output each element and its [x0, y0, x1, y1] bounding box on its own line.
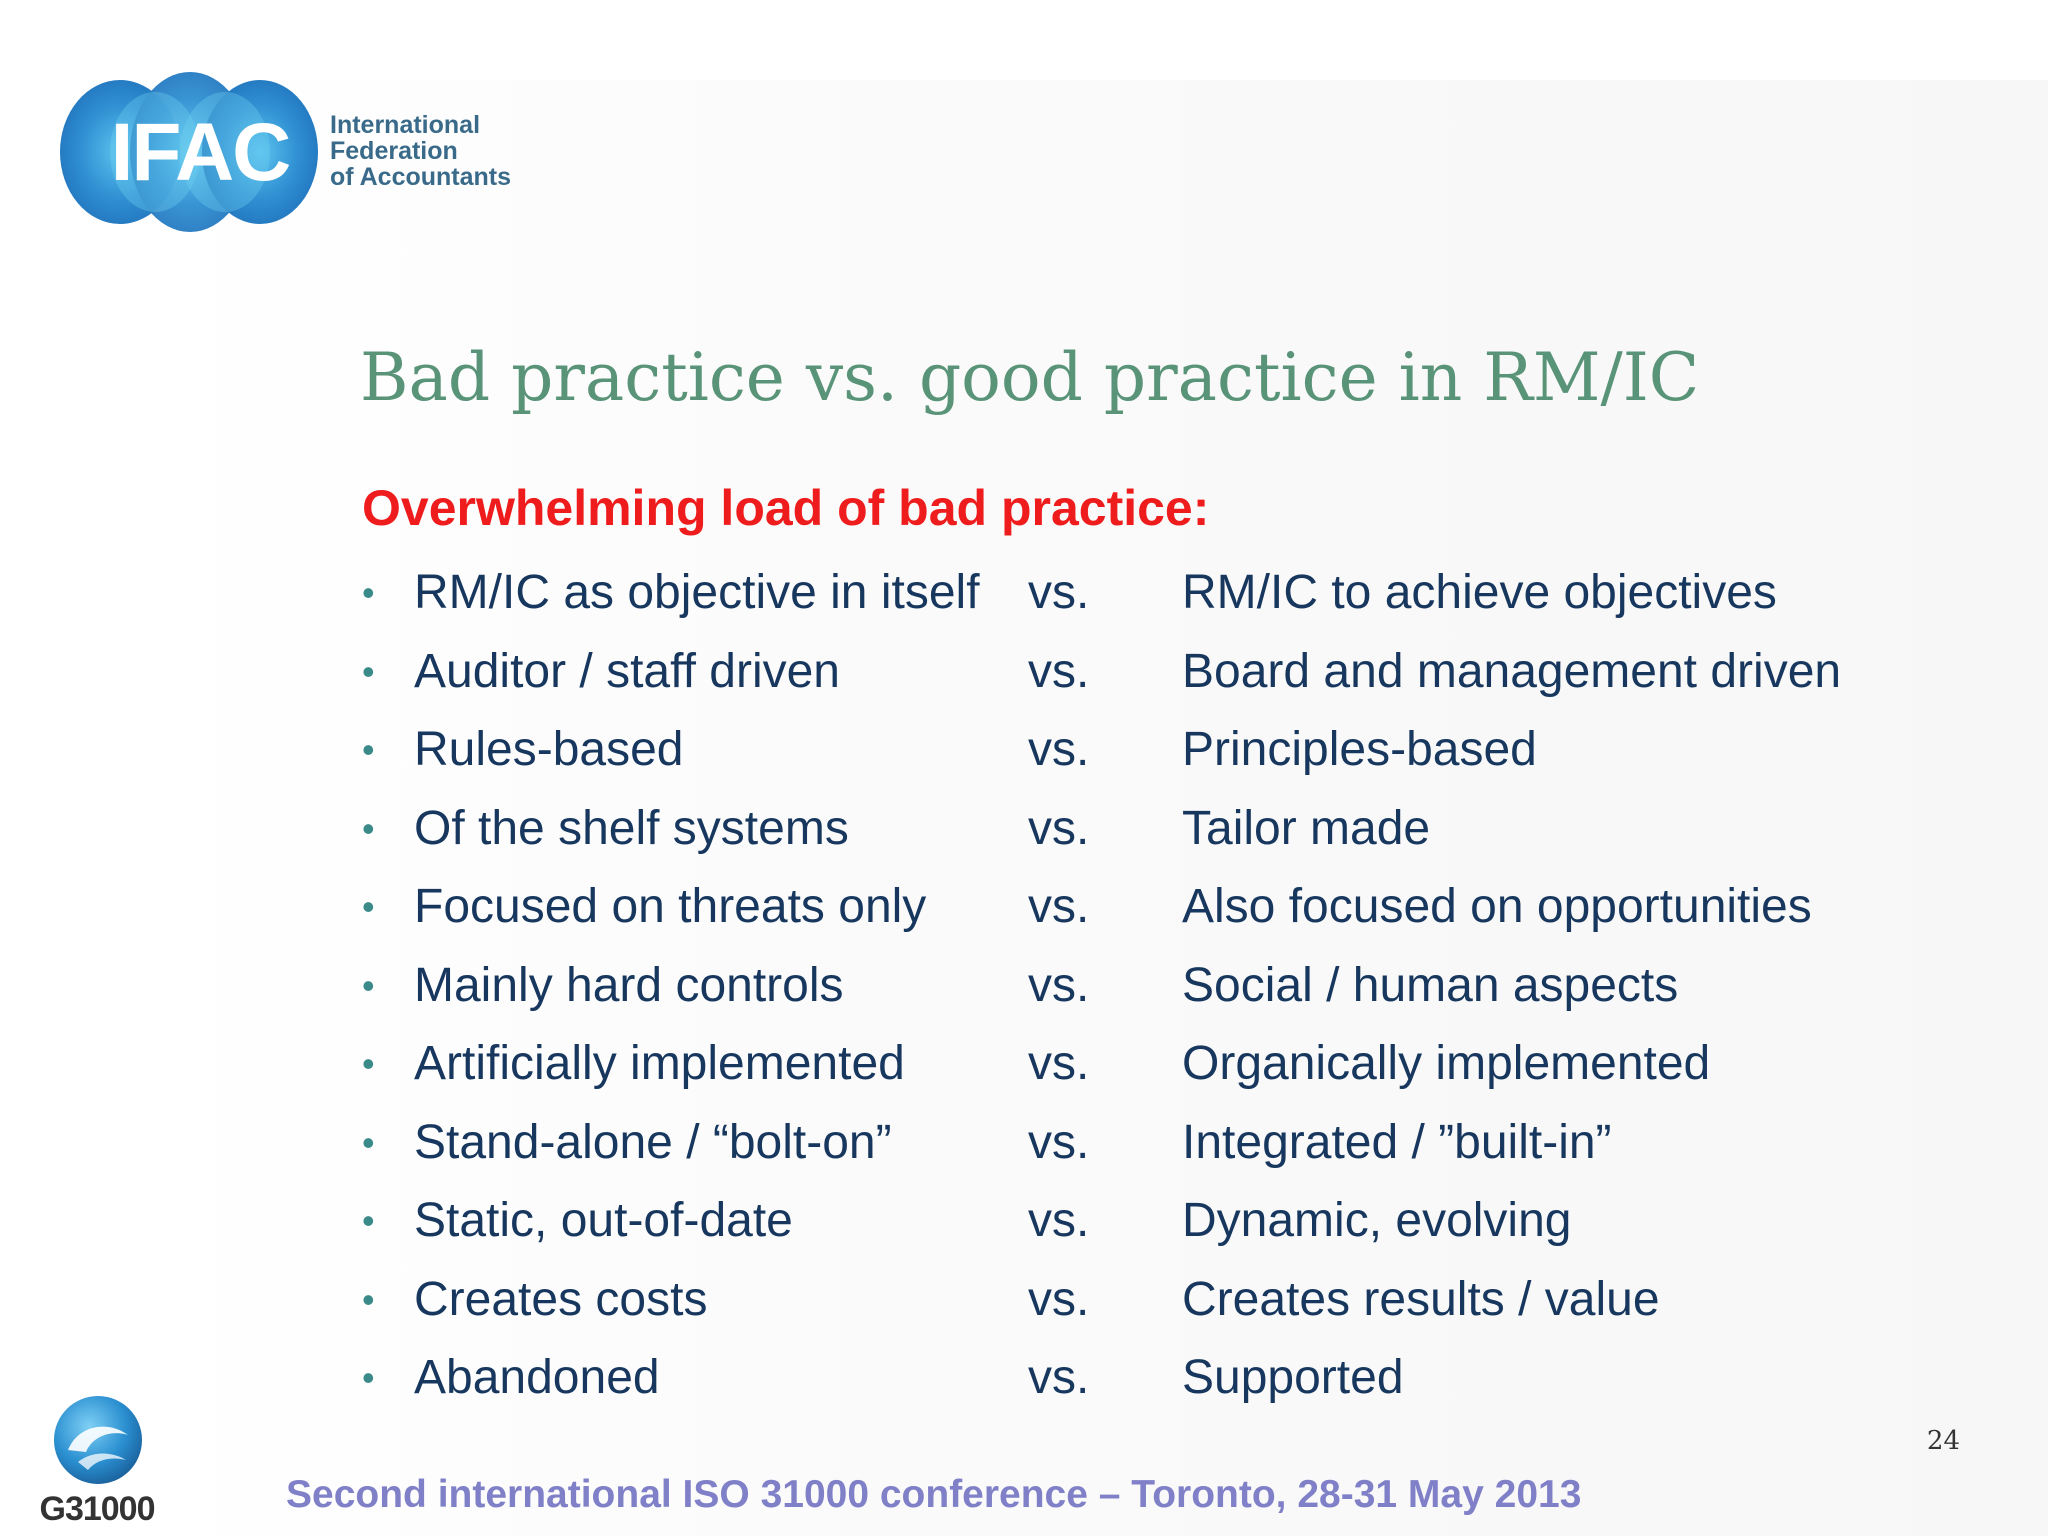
- bullet-icon: •: [362, 650, 375, 692]
- good-practice: Tailor made: [1182, 801, 1431, 855]
- bullet-icon: •: [362, 1200, 375, 1241]
- good-practice: Supported: [1182, 1351, 1404, 1404]
- g31000-label: G31000: [39, 1490, 155, 1528]
- vs-label: vs.: [1028, 1115, 1090, 1169]
- bullet-icon: •: [362, 1357, 375, 1398]
- comparison-list: [362, 560, 1982, 1424]
- bad-practice: Static, out-of-date: [414, 1194, 793, 1247]
- footer-text: Second international ISO 31000 conference – Toronto, 28-31 May 2013: [286, 1473, 1582, 1516]
- good-practice: Also focused on opportunities: [1182, 880, 1812, 933]
- good-practice: Organically implemented: [1182, 1037, 1711, 1090]
- slide-title: Bad practice vs. good practice in RM/IC: [360, 339, 1700, 416]
- vs-label: vs.: [1028, 644, 1090, 698]
- comparison-row: [362, 1110, 1982, 1189]
- ifac-wordmark-line: Federation: [330, 137, 458, 165]
- good-practice: RM/IC to achieve objectives: [1182, 566, 1777, 619]
- bullet-icon: •: [362, 1043, 375, 1084]
- bad-practice: RM/IC as objective in itself: [414, 566, 980, 619]
- good-practice: Integrated / ”built-in”: [1182, 1115, 1612, 1169]
- vs-label: vs.: [1028, 958, 1090, 1012]
- bad-practice: Abandoned: [414, 1351, 660, 1404]
- page-number: 24: [1926, 1426, 1960, 1456]
- ifac-acronym: IFAC: [110, 107, 290, 198]
- bad-practice: Auditor / staff driven: [414, 644, 840, 698]
- vs-label: vs.: [1028, 566, 1090, 619]
- ifac-logo: [60, 70, 530, 235]
- comparison-row: [362, 874, 1982, 953]
- vs-label: vs.: [1028, 1272, 1090, 1326]
- comparison-row: [362, 717, 1982, 796]
- good-practice: Principles-based: [1182, 723, 1537, 776]
- vs-label: vs.: [1028, 723, 1090, 776]
- vs-label: vs.: [1028, 801, 1090, 855]
- bullet-icon: •: [362, 729, 375, 770]
- g31000-logo: [22, 1390, 172, 1530]
- ifac-wordmark: [330, 112, 530, 190]
- comparison-row: [362, 560, 1982, 639]
- bullet-icon: •: [362, 1278, 375, 1320]
- bullet-icon: •: [362, 572, 375, 613]
- comparison-row: [362, 796, 1982, 875]
- subheading: Overwhelming load of bad practice:: [362, 480, 1210, 536]
- vs-label: vs.: [1028, 880, 1090, 933]
- bad-practice: Stand-alone / “bolt-on”: [414, 1115, 892, 1169]
- comparison-row: [362, 1031, 1982, 1110]
- bad-practice: Artificially implemented: [414, 1037, 905, 1090]
- globe-swirl-icon: [48, 1390, 148, 1490]
- comparison-row: [362, 953, 1982, 1032]
- good-practice: Dynamic, evolving: [1182, 1194, 1572, 1247]
- good-practice: Social / human aspects: [1182, 958, 1679, 1012]
- comparison-row: [362, 639, 1982, 718]
- comparison-row: [362, 1345, 1982, 1424]
- comparison-row: [362, 1188, 1982, 1267]
- bullet-icon: •: [362, 964, 375, 1006]
- good-practice: Board and management driven: [1182, 644, 1842, 698]
- vs-label: vs.: [1028, 1037, 1090, 1090]
- bad-practice: Focused on threats only: [414, 880, 927, 933]
- good-practice: Creates results / value: [1182, 1272, 1660, 1326]
- bad-practice: Creates costs: [414, 1272, 708, 1326]
- ifac-wordmark-line: International: [330, 111, 481, 139]
- vs-label: vs.: [1028, 1351, 1090, 1404]
- ifac-wordmark-line: of Accountants: [330, 163, 512, 191]
- vs-label: vs.: [1028, 1194, 1090, 1247]
- bullet-icon: •: [362, 1121, 375, 1163]
- bullet-icon: •: [362, 886, 375, 927]
- bad-practice: Of the shelf systems: [414, 801, 849, 855]
- bad-practice: Rules-based: [414, 723, 684, 776]
- bullet-icon: •: [362, 807, 375, 849]
- comparison-row: [362, 1267, 1982, 1346]
- bad-practice: Mainly hard controls: [414, 958, 844, 1012]
